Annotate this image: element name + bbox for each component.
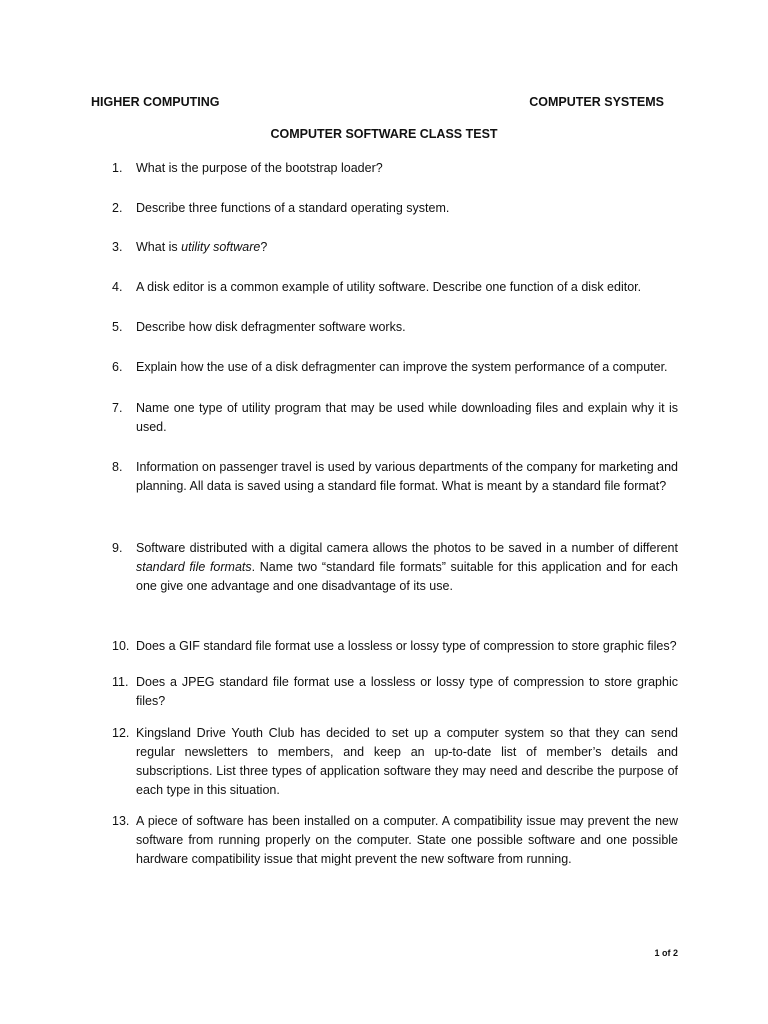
question-number: 5.: [112, 320, 123, 334]
question-text: Describe three functions of a standard operating system.: [136, 201, 450, 215]
question-text: Name one type of utility program that may be used while downloading files and explain why it is used.: [136, 401, 678, 434]
question-5: [112, 318, 678, 337]
question-4: [112, 278, 678, 297]
question-number: 3.: [112, 240, 123, 254]
question-number: 1.: [112, 161, 123, 175]
header-topic: COMPUTER SYSTEMS: [529, 95, 664, 109]
question-text-end: ?: [260, 240, 268, 254]
question-13: [112, 812, 678, 869]
question-number: 11.: [112, 675, 129, 689]
question-number: 4.: [112, 280, 123, 294]
question-12: [112, 724, 678, 800]
question-number: 10.: [112, 639, 130, 653]
question-text: Does a GIF standard file format use a lossless or lossy type of compression to store graphic files?: [136, 639, 677, 653]
question-number: 13.: [112, 814, 130, 828]
question-text-italic: standard file formats: [136, 560, 252, 574]
question-text: [136, 539, 678, 596]
question-10: [112, 637, 678, 656]
question-text-italic: utility software: [181, 240, 261, 254]
question-number: 7.: [112, 401, 123, 415]
question-text: A piece of software has been installed on a computer. A compatibility issue may prevent the new software from running properly on the computer. State one possible software and one possible hardware compatibility issue that might prevent the new software from running.: [136, 814, 678, 866]
question-6: [112, 358, 678, 377]
page-title: COMPUTER SOFTWARE CLASS TEST: [270, 127, 498, 141]
question-number: 8.: [112, 460, 123, 474]
page-number: 1 of 2: [654, 948, 678, 958]
question-text: Describe how disk defragmenter software works.: [136, 320, 406, 334]
question-text: Explain how the use of a disk defragmenter can improve the system performance of a computer.: [136, 360, 668, 374]
question-text: Information on passenger travel is used by various departments of the company for marketing and planning. All data is saved using a standard file format. What is meant by a standard file format?: [136, 460, 678, 493]
question-number: 2.: [112, 201, 123, 215]
header-subject: HIGHER COMPUTING: [91, 95, 220, 109]
question-2: [112, 199, 678, 218]
question-number: 9.: [112, 541, 123, 555]
question-3: [112, 238, 678, 257]
question-text: Kingsland Drive Youth Club has decided to set up a computer system so that they can send regular newsletters to members, and keep an up-to-date list of member’s details and subscriptions. List three types of application software they may need and describe the purpose of each type in this situation.: [136, 726, 678, 797]
question-text: A disk editor is a common example of utility software. Describe one function of a disk editor.: [136, 280, 642, 294]
question-text: Does a JPEG standard file format use a lossless or lossy type of compression to store graphic files?: [136, 675, 678, 708]
question-1: [112, 159, 678, 178]
question-text-start: Software distributed with a digital camera allows the photos to be saved in a number of different: [136, 541, 678, 555]
question-8: [112, 458, 678, 496]
question-text: What is the purpose of the bootstrap loader?: [136, 161, 383, 175]
question-text-start: What is: [136, 240, 182, 254]
question-9: [112, 539, 678, 596]
question-text: [136, 238, 678, 257]
question-11: [112, 673, 678, 711]
question-number: 6.: [112, 360, 123, 374]
question-7: [112, 399, 678, 437]
question-text-end: . Name two “standard file formats” suitable for this application and for each one give one advantage and one disadvantage of its use.: [136, 560, 678, 593]
question-number: 12.: [112, 726, 130, 740]
